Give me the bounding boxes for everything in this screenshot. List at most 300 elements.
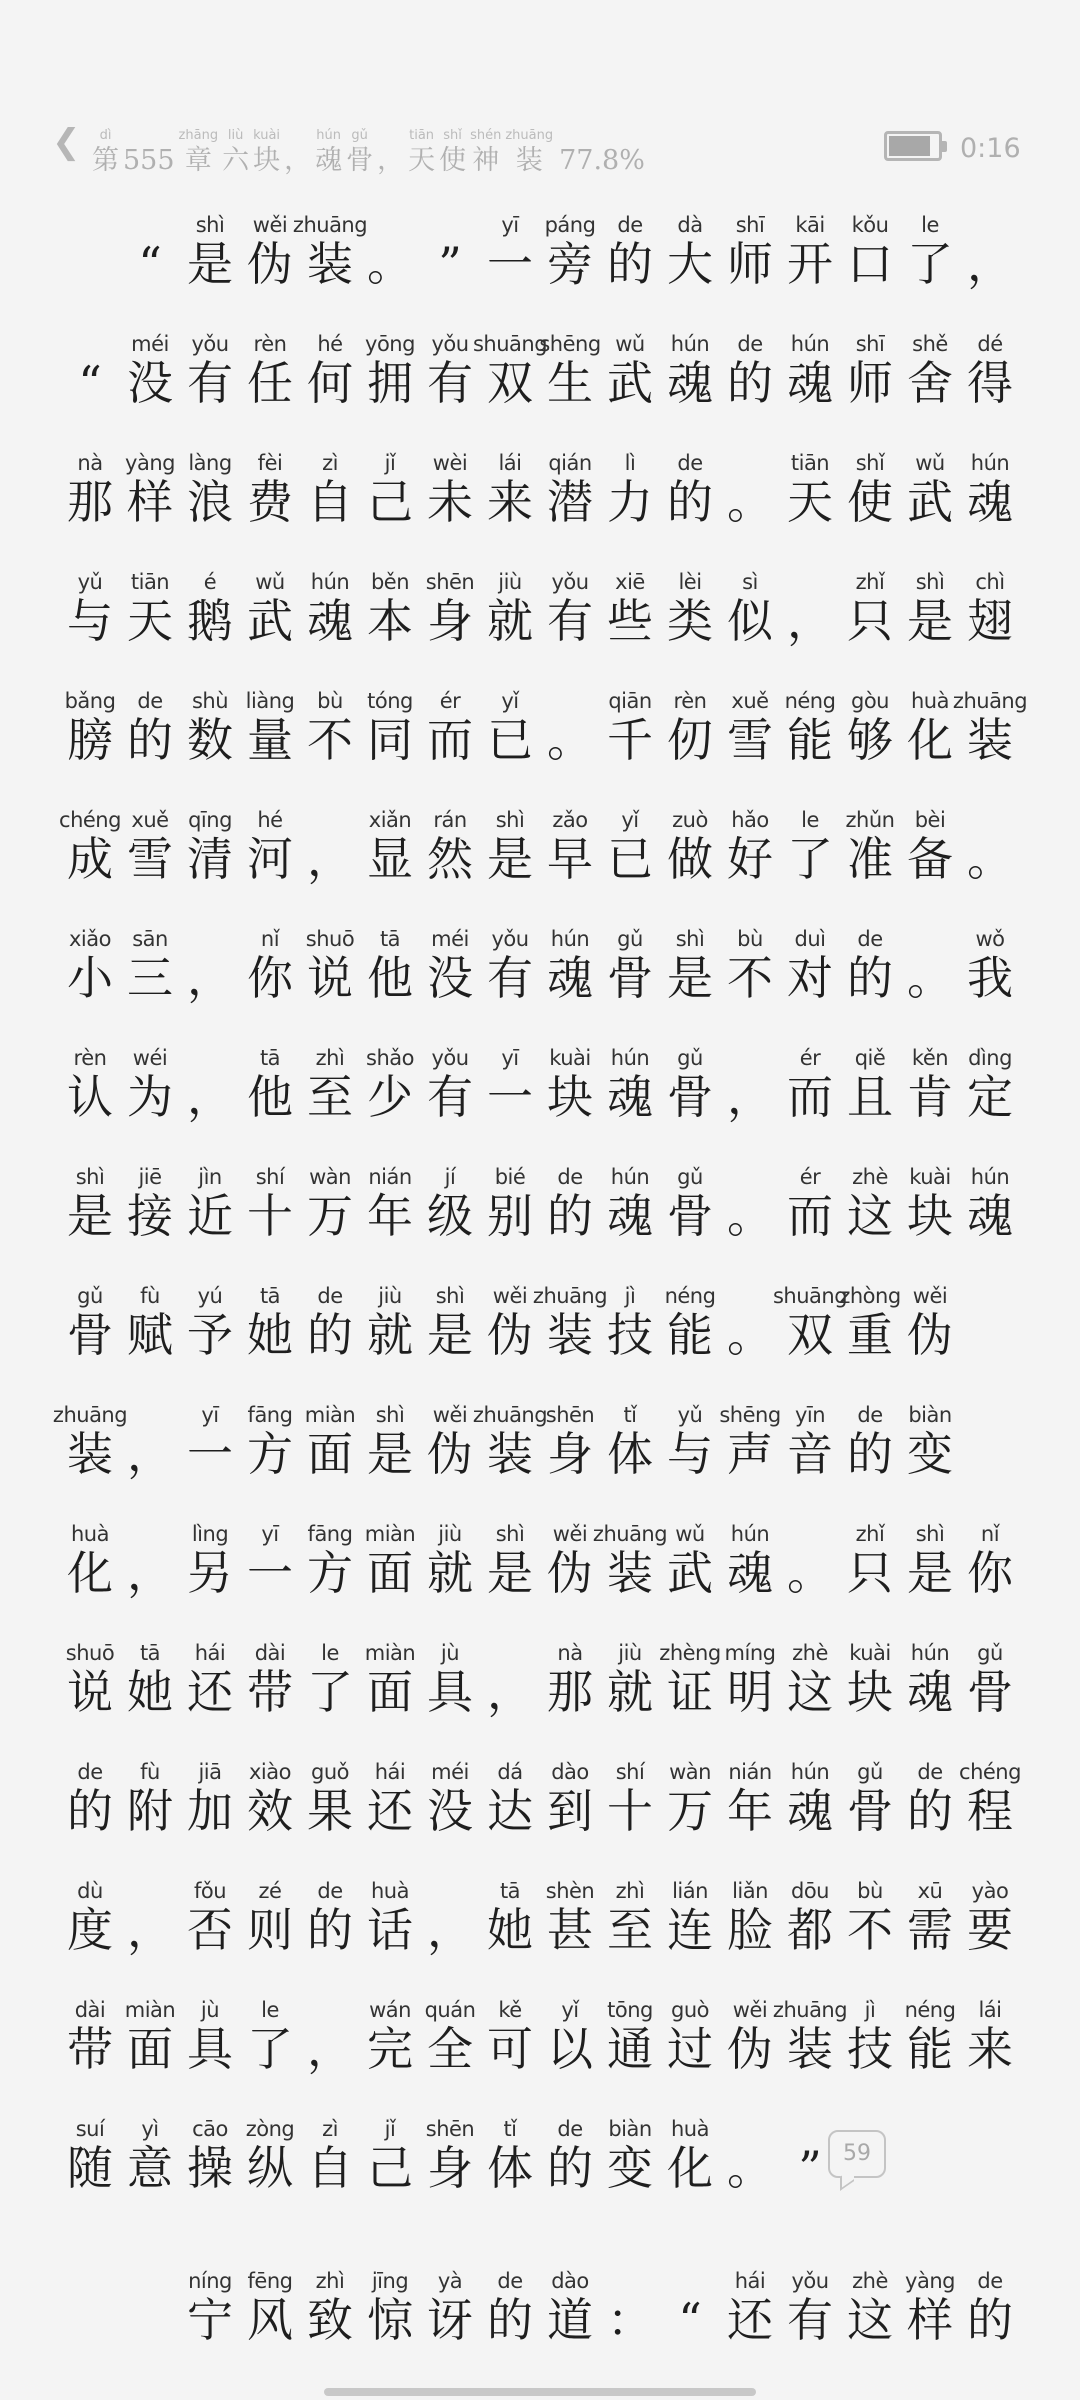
pinyin: hé xyxy=(317,332,343,356)
pinyin: miàn xyxy=(124,1998,176,2022)
hanzi: 惊 xyxy=(367,2293,413,2347)
pinyin: xū xyxy=(917,1879,943,1903)
hanzi: 身 xyxy=(547,1427,593,1481)
text-line xyxy=(0,1523,1080,1603)
pinyin: yǔ xyxy=(677,1403,703,1427)
pinyin: de xyxy=(557,2117,583,2141)
pinyin: guò xyxy=(671,1998,709,2022)
pinyin: míng xyxy=(724,1641,776,1665)
pinyin: wěi xyxy=(912,1284,948,1308)
hanzi: 伪 xyxy=(907,1308,953,1362)
hanzi: 伪 xyxy=(547,1546,593,1600)
text-line xyxy=(0,452,1080,532)
pinyin: kěn xyxy=(911,1046,949,1070)
chapter-title-pinyin: zhuāng xyxy=(505,128,554,143)
hanzi: 块 xyxy=(907,1189,953,1243)
pinyin: tōng xyxy=(607,1998,653,2022)
hanzi: 的 xyxy=(907,1784,953,1838)
pinyin: tóng xyxy=(367,689,413,713)
pinyin: de xyxy=(917,1760,943,1784)
pinyin: zhuāng xyxy=(952,689,1028,713)
pinyin: jì xyxy=(864,1998,876,2022)
pinyin: tiān xyxy=(790,451,830,475)
hanzi: 魂 xyxy=(967,475,1013,529)
hanzi: 潜 xyxy=(547,475,593,529)
pinyin: lái xyxy=(978,1998,1002,2022)
hanzi: 万 xyxy=(667,1784,713,1838)
pinyin: shuāng xyxy=(772,1284,848,1308)
pinyin: huà xyxy=(911,689,949,713)
pinyin: yǒu xyxy=(491,927,529,951)
hanzi: 且 xyxy=(847,1070,893,1124)
hanzi: 一 xyxy=(187,1427,233,1481)
hanzi: 技 xyxy=(847,2022,893,2076)
hanzi: 的 xyxy=(547,1189,593,1243)
hanzi: 还 xyxy=(727,2293,773,2347)
hanzi: 少 xyxy=(367,1070,413,1124)
pinyin: lèi xyxy=(678,570,702,594)
hanzi: 你 xyxy=(967,1546,1013,1600)
pinyin: gǔ xyxy=(977,1641,1003,1665)
pinyin: jiù xyxy=(378,1284,402,1308)
pinyin: níng xyxy=(188,2269,232,2293)
hanzi: 伪 xyxy=(427,1427,473,1481)
pinyin: nà xyxy=(557,1641,583,1665)
pinyin: néng xyxy=(664,1284,716,1308)
pinyin: jù xyxy=(440,1641,460,1665)
hanzi: 说 xyxy=(307,951,353,1005)
hanzi: 魂 xyxy=(607,1070,653,1124)
ruby-char xyxy=(960,452,1020,532)
pinyin: yǒu xyxy=(551,570,589,594)
hanzi: 来 xyxy=(487,475,533,529)
hanzi: 面 xyxy=(307,1427,353,1481)
hanzi: 好 xyxy=(727,832,773,886)
hanzi: 肯 xyxy=(907,1070,953,1124)
pinyin: yīn xyxy=(794,1403,826,1427)
comment-bubble-icon[interactable] xyxy=(828,2130,886,2178)
pinyin: huà xyxy=(371,1879,409,1903)
pinyin: zhuāng xyxy=(592,1522,668,1546)
pinyin: jí xyxy=(444,1165,456,1189)
hanzi: 只 xyxy=(847,594,893,648)
chapter-title-pinyin: gǔ xyxy=(351,128,368,143)
ruby-char xyxy=(960,1047,1020,1127)
ruby-char xyxy=(960,928,1020,1008)
pinyin: jiā xyxy=(198,1760,222,1784)
hanzi: 魂 xyxy=(727,1546,773,1600)
hanzi: 没 xyxy=(427,1784,473,1838)
hanzi: 说 xyxy=(67,1665,113,1719)
hanzi: 接 xyxy=(127,1189,173,1243)
hanzi: 讶 xyxy=(427,2293,473,2347)
hanzi: 鹅 xyxy=(187,594,233,648)
pinyin: huà xyxy=(71,1522,109,1546)
hanzi: 骨 xyxy=(607,951,653,1005)
hanzi: 还 xyxy=(367,1784,413,1838)
pinyin: xiǎn xyxy=(368,808,412,832)
pinyin: zì xyxy=(322,2117,338,2141)
pinyin: wǒ xyxy=(975,927,1005,951)
chapter-title-hanzi: 六 xyxy=(222,145,250,176)
hanzi: 而 xyxy=(427,713,473,767)
pinyin: zhuāng xyxy=(472,1403,548,1427)
pinyin: shēn xyxy=(425,570,475,594)
pinyin: yǒu xyxy=(431,332,469,356)
pinyin: le xyxy=(801,808,819,832)
chapter-title-hanzi: 神 xyxy=(472,145,500,176)
pinyin: zhì xyxy=(315,2269,345,2293)
pinyin: de xyxy=(617,213,643,237)
pinyin: xiǎo xyxy=(69,927,111,951)
hanzi: 骨 xyxy=(847,1784,893,1838)
chapter-title-hanzi: 骨 xyxy=(346,145,374,176)
hanzi: 骨 xyxy=(667,1070,713,1124)
hanzi: 那 xyxy=(547,1665,593,1719)
hanzi: 旁 xyxy=(547,237,593,291)
text-line xyxy=(0,1285,1080,1365)
hanzi: 武 xyxy=(667,1546,713,1600)
hanzi: 有 xyxy=(427,356,473,410)
hanzi: 双 xyxy=(487,356,533,410)
hanzi: 为 xyxy=(127,1070,173,1124)
pinyin: hǎo xyxy=(731,808,769,832)
hanzi: 而 xyxy=(787,1189,833,1243)
hanzi: ， xyxy=(967,237,1013,291)
hanzi: 骨 xyxy=(967,1665,1013,1719)
hanzi: 魂 xyxy=(667,356,713,410)
hanzi: 装 xyxy=(607,1546,653,1600)
pinyin: yǒu xyxy=(431,1046,469,1070)
pinyin: dá xyxy=(497,1760,523,1784)
pinyin: shī xyxy=(855,332,885,356)
pinyin: shì xyxy=(75,1165,105,1189)
hanzi: 的 xyxy=(307,1308,353,1362)
pinyin: zhǐ xyxy=(855,1522,885,1546)
pinyin: gǔ xyxy=(77,1284,103,1308)
pinyin: wàn xyxy=(669,1760,711,1784)
hanzi: 纵 xyxy=(247,2141,293,2195)
pinyin: fāng xyxy=(307,1522,353,1546)
hanzi: 随 xyxy=(67,2141,113,2195)
hanzi: 声 xyxy=(727,1427,773,1481)
pinyin: zhè xyxy=(792,1641,828,1665)
chapter-title-hanzi: 天 xyxy=(408,145,436,176)
pinyin: lián xyxy=(672,1879,708,1903)
pinyin: shǐ xyxy=(855,451,885,475)
pinyin: yì xyxy=(141,2117,159,2141)
pinyin: dōu xyxy=(791,1879,829,1903)
hanzi: 的 xyxy=(307,1903,353,1957)
hanzi: 天 xyxy=(127,594,173,648)
pinyin: yī xyxy=(201,1403,219,1427)
hanzi: 全 xyxy=(427,2022,473,2076)
pinyin: fù xyxy=(140,1760,160,1784)
hanzi: 来 xyxy=(967,2022,1013,2076)
ruby-char xyxy=(960,1999,1020,2079)
hanzi: 到 xyxy=(547,1784,593,1838)
pinyin: lì xyxy=(624,451,636,475)
ruby-char xyxy=(960,2270,1020,2350)
hanzi: 的 xyxy=(847,1427,893,1481)
hanzi: 量 xyxy=(247,713,293,767)
pinyin: miàn xyxy=(304,1403,356,1427)
hanzi: 了 xyxy=(787,832,833,886)
hanzi: 。 xyxy=(367,237,413,291)
hanzi: 是 xyxy=(667,951,713,1005)
hanzi: 。 xyxy=(907,951,953,1005)
pinyin: hún xyxy=(610,1046,650,1070)
hanzi: 通 xyxy=(607,2022,653,2076)
pinyin: hái xyxy=(374,1760,406,1784)
pinyin: xiē xyxy=(615,570,645,594)
chapter-title-hanzi: 第 xyxy=(92,145,119,176)
pinyin: shuō xyxy=(305,927,355,951)
hanzi: 附 xyxy=(127,1784,173,1838)
hanzi: “ xyxy=(678,2293,702,2347)
pinyin: wǔ xyxy=(255,570,285,594)
hanzi: 度 xyxy=(67,1903,113,1957)
pinyin: fǒu xyxy=(193,1879,227,1903)
hanzi: 脸 xyxy=(727,1903,773,1957)
hanzi: 有 xyxy=(427,1070,473,1124)
pinyin: le xyxy=(261,1998,279,2022)
hanzi: 。 xyxy=(967,832,1013,886)
pinyin: fāng xyxy=(247,1403,293,1427)
hanzi: 力 xyxy=(607,475,653,529)
hanzi: 己 xyxy=(367,475,413,529)
hanzi: 赋 xyxy=(127,1308,173,1362)
hanzi: 对 xyxy=(787,951,833,1005)
hanzi: 口 xyxy=(847,237,893,291)
hanzi: 了 xyxy=(907,237,953,291)
pinyin: hún xyxy=(730,1522,770,1546)
chapter-title-hanzi: ， xyxy=(284,145,312,176)
pinyin: sì xyxy=(742,570,758,594)
pinyin: dài xyxy=(74,1998,106,2022)
hanzi: ” xyxy=(438,237,462,291)
hanzi: 至 xyxy=(607,1903,653,1957)
hanzi: 带 xyxy=(247,1665,293,1719)
pinyin: zòng xyxy=(245,2117,295,2141)
pinyin: zhuāng xyxy=(292,213,368,237)
text-line xyxy=(0,928,1080,1008)
chapter-title-pinyin: shén xyxy=(470,128,502,143)
pinyin: làng xyxy=(188,451,232,475)
hanzi: 你 xyxy=(247,951,293,1005)
hanzi: 能 xyxy=(787,713,833,767)
hanzi: ” xyxy=(798,2141,822,2195)
hanzi: 的 xyxy=(967,2293,1013,2347)
pinyin: shēn xyxy=(545,1403,595,1427)
hanzi: ， xyxy=(127,1546,173,1600)
hanzi: ， xyxy=(727,1070,773,1124)
pinyin: jiù xyxy=(438,1522,462,1546)
pinyin: hún xyxy=(610,1165,650,1189)
hanzi: 一 xyxy=(487,237,533,291)
hanzi: 就 xyxy=(427,1546,473,1600)
hanzi: 是 xyxy=(427,1308,473,1362)
pinyin: wǔ xyxy=(675,1522,705,1546)
hanzi: 然 xyxy=(427,832,473,886)
hanzi: 。 xyxy=(727,1189,773,1243)
hanzi: 是 xyxy=(67,1189,113,1243)
hanzi: 化 xyxy=(667,2141,713,2195)
hanzi: 。 xyxy=(727,2141,773,2195)
hanzi: 十 xyxy=(247,1189,293,1243)
hanzi: 则 xyxy=(247,1903,293,1957)
chapter-title-hanzi: 使 xyxy=(439,145,467,176)
text-line xyxy=(0,1404,1080,1484)
hanzi: 明 xyxy=(727,1665,773,1719)
hanzi: 身 xyxy=(427,2141,473,2195)
hanzi: 伪 xyxy=(727,2022,773,2076)
pinyin: kuài xyxy=(849,1641,891,1665)
hanzi: 否 xyxy=(187,1903,233,1957)
hanzi: 。 xyxy=(787,1546,833,1600)
pinyin: shì xyxy=(195,213,225,237)
hanzi: 带 xyxy=(67,2022,113,2076)
hanzi: 魂 xyxy=(907,1665,953,1719)
hanzi: 够 xyxy=(847,713,893,767)
pinyin: jǐ xyxy=(384,451,396,475)
hanzi: 她 xyxy=(487,1903,533,1957)
pinyin: qīng xyxy=(188,808,232,832)
hanzi: 三 xyxy=(127,951,173,1005)
hanzi: 万 xyxy=(307,1189,353,1243)
chapter-title-pinyin: zhāng xyxy=(178,128,219,143)
pinyin: yǒu xyxy=(191,332,229,356)
pinyin: tiān xyxy=(130,570,170,594)
hanzi: 魂 xyxy=(607,1189,653,1243)
chapter-title-hanzi: 装 xyxy=(515,145,543,176)
pinyin: hún xyxy=(310,570,350,594)
hanzi: 有 xyxy=(547,594,593,648)
hanzi: 装 xyxy=(787,2022,833,2076)
hanzi: 成 xyxy=(67,832,113,886)
pinyin: méi xyxy=(431,927,469,951)
ruby-char xyxy=(960,1642,1020,1722)
pinyin: de xyxy=(497,2269,523,2293)
hanzi: 就 xyxy=(607,1665,653,1719)
hanzi: 过 xyxy=(667,2022,713,2076)
chevron-left-icon[interactable]: ❮ xyxy=(52,122,81,162)
hanzi: 那 xyxy=(67,475,113,529)
pinyin: de xyxy=(857,927,883,951)
hanzi: 早 xyxy=(547,832,593,886)
hanzi: 操 xyxy=(187,2141,233,2195)
hanzi: 天 xyxy=(787,475,833,529)
hanzi: 的 xyxy=(127,713,173,767)
hanzi: 武 xyxy=(607,356,653,410)
text-line xyxy=(0,333,1080,413)
pinyin: shuō xyxy=(65,1641,115,1665)
hanzi: 的 xyxy=(67,1784,113,1838)
pinyin: zhòng xyxy=(839,1284,901,1308)
pinyin: duì xyxy=(794,927,826,951)
pinyin: xiào xyxy=(249,1760,291,1784)
pinyin: gǔ xyxy=(677,1046,703,1070)
hanzi: 魂 xyxy=(307,594,353,648)
pinyin: wěi xyxy=(252,213,288,237)
hanzi: 武 xyxy=(907,475,953,529)
hanzi: 果 xyxy=(307,1784,353,1838)
hanzi: 致 xyxy=(307,2293,353,2347)
pinyin: ér xyxy=(439,689,461,713)
hanzi: 与 xyxy=(67,594,113,648)
pinyin: běn xyxy=(370,570,410,594)
hanzi: 十 xyxy=(607,1784,653,1838)
pinyin: quán xyxy=(424,1998,476,2022)
pinyin: zǎo xyxy=(552,808,588,832)
hanzi: 级 xyxy=(427,1189,473,1243)
hanzi: 本 xyxy=(367,594,413,648)
hanzi: 至 xyxy=(307,1070,353,1124)
hanzi: 不 xyxy=(307,713,353,767)
pinyin: tǐ xyxy=(623,1403,637,1427)
hanzi: 是 xyxy=(487,1546,533,1600)
pinyin: chéng xyxy=(59,808,121,832)
hanzi: 年 xyxy=(727,1784,773,1838)
hanzi: 装 xyxy=(487,1427,533,1481)
pinyin: kuài xyxy=(549,1046,591,1070)
hanzi: 魂 xyxy=(787,1784,833,1838)
hanzi: 膀 xyxy=(67,713,113,767)
text-line xyxy=(0,1642,1080,1722)
hanzi: 显 xyxy=(367,832,413,886)
hanzi: 任 xyxy=(247,356,293,410)
hanzi: 还 xyxy=(187,1665,233,1719)
hanzi: 装 xyxy=(67,1427,113,1481)
pinyin: shù xyxy=(191,689,229,713)
pinyin: páng xyxy=(544,213,596,237)
pinyin: dào xyxy=(551,2269,589,2293)
hanzi: 似 xyxy=(727,594,773,648)
pinyin: gǔ xyxy=(617,927,643,951)
hanzi: 准 xyxy=(847,832,893,886)
hanzi: 了 xyxy=(247,2022,293,2076)
pinyin: jīng xyxy=(371,2269,409,2293)
hanzi: 块 xyxy=(847,1665,893,1719)
pinyin: tā xyxy=(139,1641,161,1665)
hanzi: 是 xyxy=(367,1427,413,1481)
hanzi: 效 xyxy=(247,1784,293,1838)
pinyin: shī xyxy=(735,213,765,237)
hanzi: 加 xyxy=(187,1784,233,1838)
pinyin: néng xyxy=(784,689,836,713)
pinyin: wàn xyxy=(309,1165,351,1189)
hanzi: 变 xyxy=(607,2141,653,2195)
hanzi: 而 xyxy=(787,1070,833,1124)
hanzi: 类 xyxy=(667,594,713,648)
hanzi: 能 xyxy=(667,1308,713,1362)
pinyin: dà xyxy=(677,213,703,237)
pinyin: biàn xyxy=(908,1403,952,1427)
text-line xyxy=(0,1166,1080,1246)
pinyin: jiē xyxy=(138,1165,162,1189)
text-line xyxy=(0,1047,1080,1127)
pinyin: shì xyxy=(495,1522,525,1546)
pinyin: dài xyxy=(254,1641,286,1665)
hanzi: 双 xyxy=(787,1308,833,1362)
pinyin xyxy=(940,214,1040,236)
hanzi: 小 xyxy=(67,951,113,1005)
hanzi: 宁 xyxy=(187,2293,233,2347)
pinyin: zhǐ xyxy=(855,570,885,594)
pinyin: jiù xyxy=(618,1641,642,1665)
pinyin: hé xyxy=(257,808,283,832)
pinyin: yǐ xyxy=(561,1998,579,2022)
